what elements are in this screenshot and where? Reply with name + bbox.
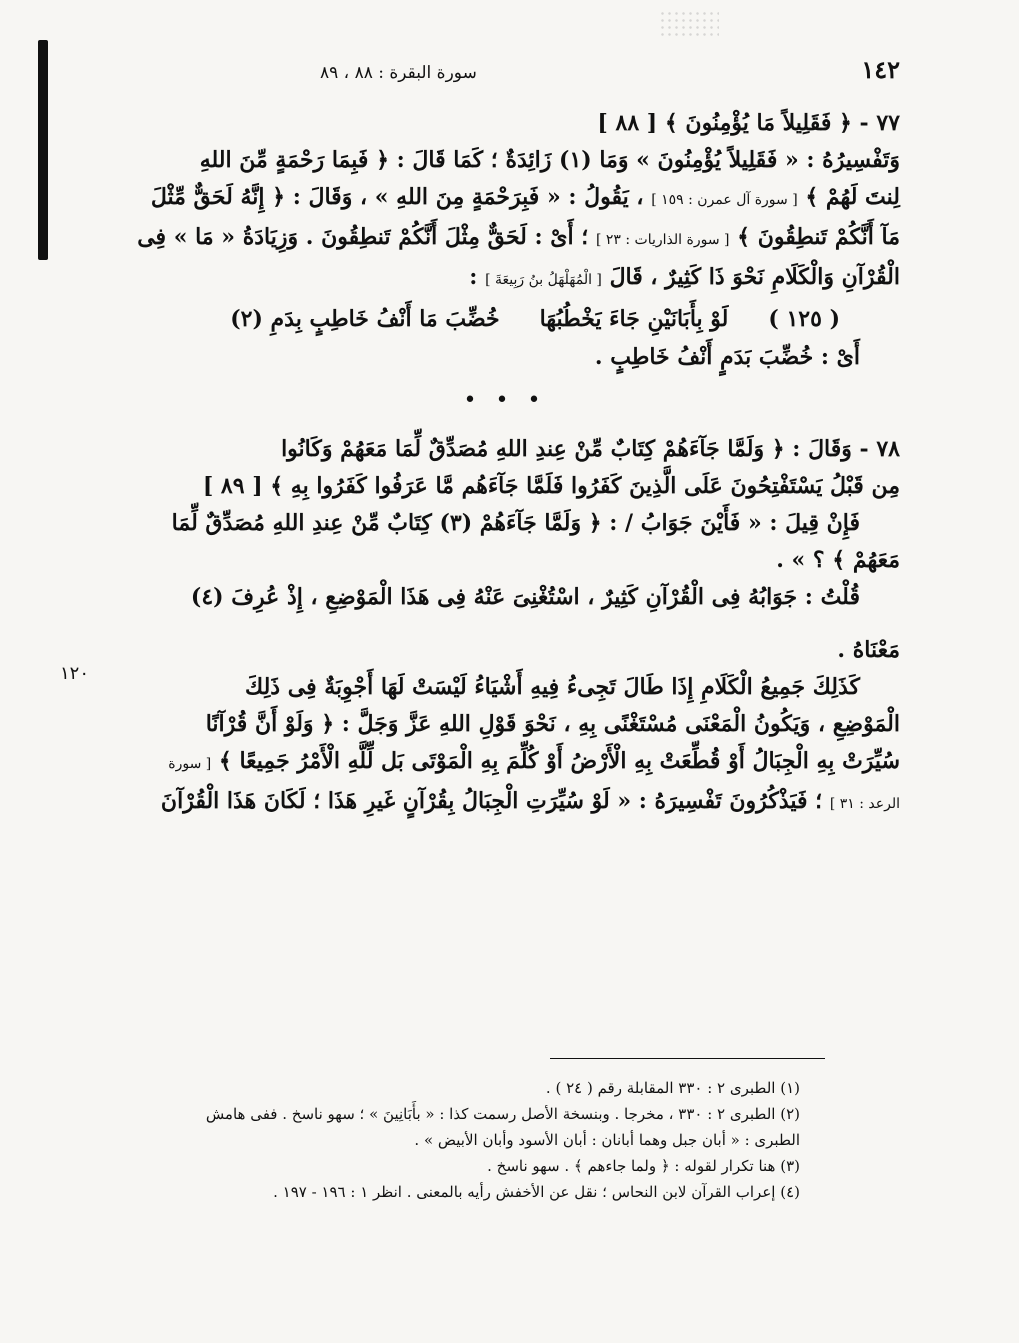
text-fragment: لِنتَ لَهُمْ ﴾ xyxy=(805,184,900,210)
footnote: الطبرى : « أبان جبل وهما أبانان : أبان الأسود وأبان الأبيض » . xyxy=(414,1131,800,1149)
text-line xyxy=(110,743,900,783)
text-line: مِن قَبْلُ يَسْتَفْتِحُونَ عَلَى الَّذِينَ كَفَرُوا فَلَمَّا جَآءَهُم مَّا عَرَفُوا كَفَرُوا بِهِ ﴾ [ ٨٩ ] xyxy=(202,473,900,499)
quran-reference: الرعد : ٣١ ] xyxy=(829,796,900,812)
text-fragment: ؛ فَيَذْكُرُونَ تَفْسِيرَهُ : « لَوْ سُيِّرَتِ الْجِبَالُ بِقُرْآنٍ غَيرِ هَذَا ؛ لَكَانَ هَذَا الْقُرْآنَ xyxy=(160,788,823,814)
verse-explanation: أَىْ : خُضِّبَ بَدَمٍ أَنْفُ خَاطِبٍ . xyxy=(594,344,860,370)
verse-second-hemistich: خُضِّبَ مَا أَنْفُ خَاطِبٍ بِدَمِ (٢) xyxy=(230,306,500,332)
text-line xyxy=(110,219,900,259)
text-fragment: ؛ أَىْ : لَحَقٌّ مِثْلَ أَنَّكُمْ تَنطِقُونَ . وَزِيَادَةُ « مَا » فِى xyxy=(137,224,589,250)
section-separator: • • • xyxy=(463,388,547,413)
text-line: فَإِنْ قِيلَ : « فَأَيْنَ جَوَابُ / : ﴿ وَلَمَّا جَآءَهُمْ (٣) كِتَابٌ مِّنْ عِندِ اللهِ مُصَدِّقٌ لِّمَا xyxy=(171,510,860,536)
section-78 xyxy=(110,431,900,823)
footnote: (٣) هنا تكرار لقوله : ﴿ ولما جاءهم ﴾ . سهو ناسخ . xyxy=(487,1157,800,1175)
page-header xyxy=(110,55,900,105)
poet-reference: [ الْمُهَلْهَلُ بنُ رَبِيعَةَ ] xyxy=(485,272,602,288)
footnote: (٤) إعراب القرآن لابن النحاس ؛ نقل عن الأخفش رأيه بالمعنى . انظر ١ : ١٩٦ - ١٩٧ . xyxy=(273,1183,800,1201)
footnotes xyxy=(120,1075,800,1205)
text-fragment: مَآ أَنَّكُمْ تَنطِقُونَ ﴾ xyxy=(737,224,900,250)
footnote: (١) الطبرى ٢ : ٣٣٠ المقابلة رقم ( ٢٤ ) . xyxy=(545,1079,800,1097)
text-line: كَذَلِكَ جَمِيعُ الْكَلَامِ إِذَا طَالَ تَجِىءُ فِيهِ أَشْيَاءُ لَيْسَتْ لَهَا أَجْوِبَةٌ فِى ذَلِكَ xyxy=(245,674,860,700)
quran-reference: [ سورة آل عمرن : ١٥٩ ] xyxy=(651,192,798,208)
text-line: قُلْتُ : جَوَابُهُ فِى الْقُرْآنِ كَثِيرٌ ، اسْتُغْنِىَ عَنْهُ فِى هَذَا الْمَوْضِعِ ، إِذْ عُرِفَ (٤) xyxy=(190,584,860,610)
footnote: (٢) الطبرى ٢ : ٣٣٠ ، مخرجا . وبنسخة الأصل رسمت كذا : « بأَبَانِينَ » ؛ سهو ناسخ . ففى هامش xyxy=(205,1105,800,1123)
text-line xyxy=(110,179,900,219)
footnote-rule xyxy=(550,1058,825,1059)
poetry-verse xyxy=(110,299,900,339)
text-line: وَتَفْسِيرُهُ : « فَقَلِيلاً يُؤْمِنُونَ » وَمَا (١) زَائِدَةٌ ؛ كَمَا قَالَ : ﴿ فَبِمَا رَحْمَةٍ مِّنَ اللهِ xyxy=(199,147,900,173)
text-fragment: ، يَقُولُ : « فَبِرَحْمَةٍ مِنَ اللهِ » ، وَقَالَ : ﴿ إِنَّهُ لَحَقٌّ مِّثْلَ xyxy=(150,184,644,210)
text-fragment: الْقُرْآنِ وَالْكَلَامِ نَحْوَ ذَا كَثِيرٌ ، قَالَ xyxy=(609,264,900,290)
book-page xyxy=(110,55,900,823)
text-line xyxy=(110,259,900,299)
verse-number: ( ١٢٥ ) xyxy=(768,306,840,332)
text-line: الْمَوْضِعِ ، وَيَكُونُ الْمَعْنَى مُسْتَغْنًى بِهِ ، نَحْوَ قَوْلِ اللهِ عَزَّ وَجَلَّ : ﴿ وَلَوْ أَنَّ قُرْآنًا xyxy=(205,711,900,737)
scan-noise xyxy=(659,10,719,40)
verse-first-hemistich: لَوْ بِأَبَانَيْنِ جَاءَ يَخْطُبُهَا xyxy=(539,306,729,332)
quran-reference: [ سورة xyxy=(168,756,212,772)
running-title: سورة البقرة : ٨٨ ، ٨٩ xyxy=(320,63,477,83)
section-77-heading: ٧٧ - ﴿ فَقَلِيلاً مَا يُؤْمِنُونَ ﴾ [ ٨٨ ] xyxy=(597,110,900,136)
text-fragment: : xyxy=(469,264,478,290)
text-fragment: سُيِّرَتْ بِهِ الْجِبَالُ أَوْ قُطِّعَتْ بِهِ الْأَرْضُ أَوْ كُلِّمَ بِهِ الْمَوْتَى بَل لِّلَّهِ الْأَمْرُ جَمِيعًا ﴾ xyxy=(218,748,900,774)
text-line: ٧٨ - وَقَالَ : ﴿ وَلَمَّا جَآءَهُمْ كِتَابٌ مِّنْ عِندِ اللهِ مُصَدِّقٌ لِّمَا مَعَهُمْ وَكَانُوا xyxy=(281,436,900,462)
text-line: مَعَهُمْ ﴾ ؟ » . xyxy=(776,547,900,573)
text-line: مَعْنَاهُ . xyxy=(837,637,900,663)
quran-reference: [ سورة الذاريات : ٢٣ ] xyxy=(595,232,730,248)
text-line xyxy=(110,783,900,823)
margin-page-marker: ١٢٠ xyxy=(60,663,90,684)
section-77 xyxy=(110,105,900,376)
page-binding-edge xyxy=(38,40,48,260)
page-number: ١٤٢ xyxy=(861,55,900,84)
